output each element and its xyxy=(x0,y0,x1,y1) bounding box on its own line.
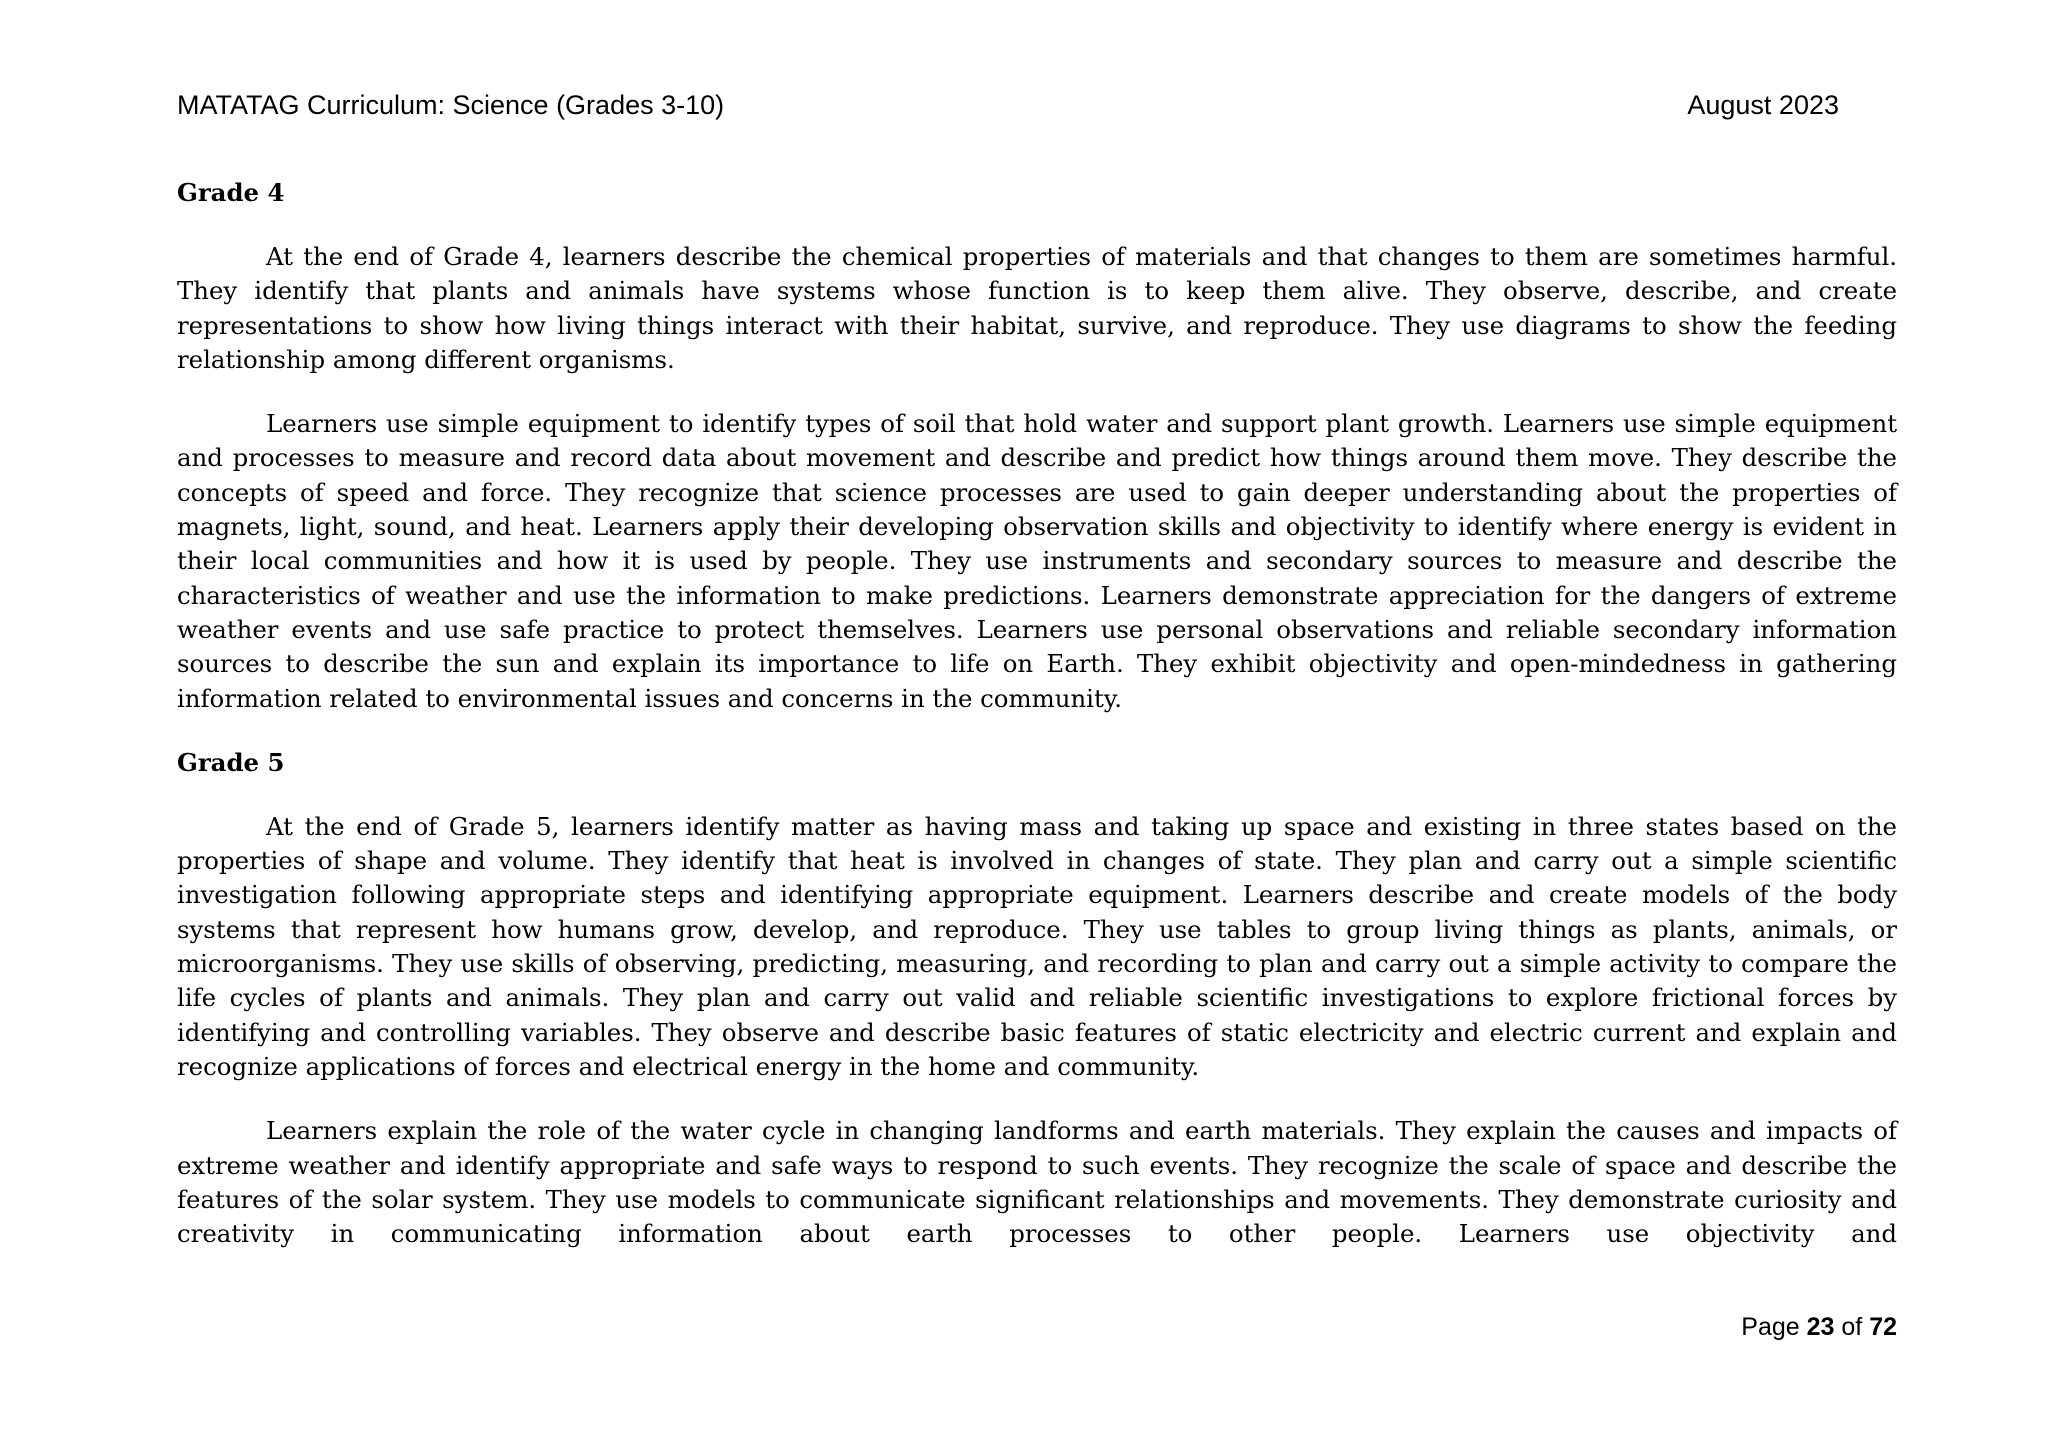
page-body xyxy=(177,176,1897,1251)
section-grade-4 xyxy=(177,176,1897,716)
paragraph: Learners explain the role of the water cycle in changing landforms and earth materials. They explain the causes and impacts of extreme weather and identify appropriate and safe ways to respond to such events. They recognize the scale of space and describe the features of the solar system. They use models to communicate significant relationships and movements. They demonstrate curiosity and creativity in communicating information about earth processes to other people. Learners use objectivity and xyxy=(177,1116,1897,1249)
document-title: MATATAG Curriculum: Science (Grades 3-10) xyxy=(177,90,725,120)
total-pages: 72 xyxy=(1869,1313,1897,1341)
paragraph: At the end of Grade 5, learners identify matter as having mass and taking up space and existing in three states based on the properties of shape and volume. They identify that heat is involved in changes of state. They plan and carry out a simple scientific investigation following appropriate steps and identifying appropriate equipment. Learners describe and create models of the body systems that represent how humans grow, develop, and reproduce. They use tables to group living things as plants, animals, or microorganisms. They use skills of observing, predicting, measuring, and recording to plan and carry out a simple activity to compare the life cycles of plants and animals. They plan and carry out valid and reliable scientific investigations to explore frictional forces by identifying and controlling variables. They observe and describe basic features of static electricity and electric current and explain and recognize applications of forces and electrical energy in the home and community. xyxy=(177,811,1897,1081)
page-label: Page xyxy=(1741,1313,1800,1341)
page-footer xyxy=(1741,1311,1897,1343)
section-heading: Grade 4 xyxy=(177,178,285,207)
page-header xyxy=(177,88,1839,122)
page-number: 23 xyxy=(1806,1313,1835,1341)
section-heading: Grade 5 xyxy=(177,747,285,777)
of-label: of xyxy=(1841,1313,1863,1341)
paragraph: Learners use simple equipment to identify types of soil that hold water and support plant growth. Learners use simple equipment and processes to measure and record data about movement and describe and predict how things around them move. They describe the concepts of speed and force. They recognize that science processes are used to gain deeper understanding about the properties of magnets, light, sound, and heat. Learners apply their developing observation skills and objectivity to identify where energy is evident in their local communities and how it is used by people. They use instruments and secondary sources to measure and describe the characteristics of weather and use the information to make predictions. Learners demonstrate appreciation for the dangers of extreme weather events and use safe practice to protect themselves. Learners use personal observations and reliable secondary information sources to describe the sun and explain its importance to life on Earth. They exhibit objectivity and open-mindedness in gathering information related to environmental issues and concerns in the community. xyxy=(177,409,1897,713)
paragraph: At the end of Grade 4, learners describe the chemical properties of materials and that changes to them are sometimes harmful. They identify that plants and animals have systems whose function is to keep them alive. They observe, describe, and create representations to show how living things interact with their habitat, survive, and reproduce. They use diagrams to show the feeding relationship among different organisms. xyxy=(177,242,1897,374)
section-grade-5 xyxy=(177,746,1897,1252)
document-date: August 2023 xyxy=(1687,90,1839,120)
